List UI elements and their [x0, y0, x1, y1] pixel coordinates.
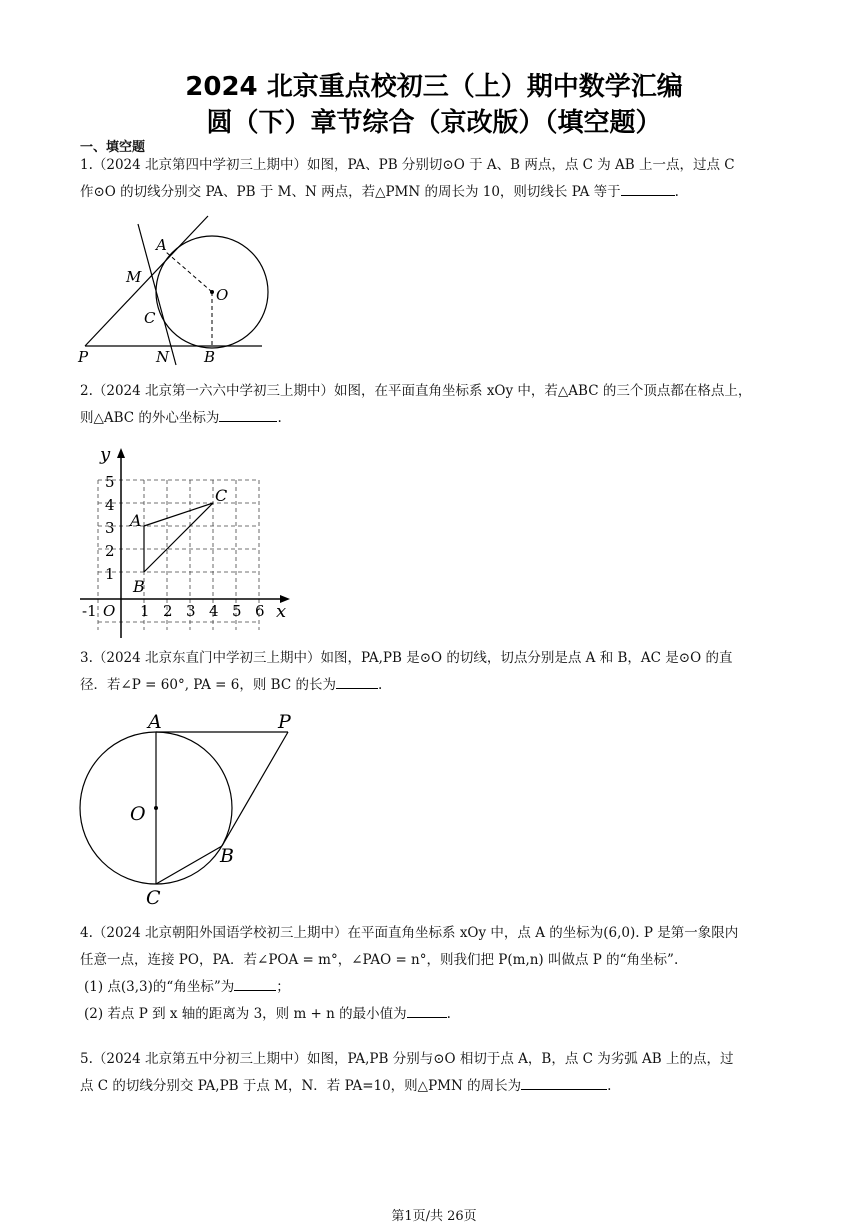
- question-4-sub-1: (1) 点(3,3)的“角坐标”为: [84, 979, 235, 995]
- segment-oa: [166, 252, 212, 292]
- question-4-line-1: 4.（2024 北京朝阳外国语学校初三上期中）在平面直角坐标系 xOy 中，点 A 的坐标为(6,0). P 是第一象限内: [80, 925, 739, 941]
- question-5-line-2: 点 C 的切线分别交 PA,PB 于点 M，N．若 PA=10，则△PMN 的周长为: [80, 1078, 522, 1094]
- figure-2-coordinate-grid: [76, 440, 296, 640]
- y-tick: 4: [105, 496, 115, 514]
- y-tick: 1: [105, 565, 115, 583]
- x-tick: 2: [163, 602, 173, 620]
- answer-blank[interactable]: [336, 674, 378, 689]
- chord-bc: [156, 846, 222, 884]
- point-label-c: C: [215, 486, 228, 505]
- question-3: 3.（2024 北京东直门中学初三上期中）如图，PA,PB 是⊙O 的切线，切点分别是点 A 和 B，AC 是⊙O 的直 径．若∠P = 60°, PA = 6，则 BC 的长为 .: [80, 645, 792, 699]
- question-2-line-2: 则△ABC 的外心坐标为: [80, 410, 220, 426]
- label-p: P: [278, 711, 291, 733]
- tangent-pb: [222, 732, 288, 846]
- question-2-line-1: 2.（2024 北京第一六六中学初三上期中）如图，在平面直角坐标系 xOy 中，若△ABC 的三个顶点都在格点上，: [80, 383, 752, 399]
- label-b: B: [204, 348, 216, 366]
- label-n: N: [156, 348, 170, 366]
- label-o: O: [216, 286, 229, 304]
- x-tick: 6: [255, 602, 265, 620]
- center-dot: [210, 290, 214, 294]
- x-tick: 3: [186, 602, 196, 620]
- x-tick: -1: [82, 602, 97, 620]
- answer-blank[interactable]: [234, 976, 276, 991]
- label-c: C: [144, 309, 156, 327]
- label-o: O: [130, 803, 146, 825]
- question-2: 2.（2024 北京第一六六中学初三上期中）如图，在平面直角坐标系 xOy 中，若△ABC 的三个顶点都在格点上， 则△ABC 的外心坐标为 .: [80, 378, 792, 432]
- question-4-line-2: 任意一点，连接 PO，PA．若∠POA = m°，∠PAO = n°，则我们把 P(m,n) 叫做点 P 的“角坐标”.: [80, 952, 679, 968]
- answer-blank[interactable]: [621, 181, 675, 196]
- axis-label-x: x: [276, 601, 287, 622]
- answer-blank[interactable]: [521, 1075, 607, 1090]
- figure-1-tangent-diagram: [78, 210, 278, 370]
- page-title-line-1: 2024 北京重点校初三（上）期中数学汇编: [185, 72, 683, 102]
- question-3-line-1: 3.（2024 北京东直门中学初三上期中）如图，PA,PB 是⊙O 的切线，切点分别是点 A 和 B，AC 是⊙O 的直: [80, 650, 733, 666]
- label-b: B: [220, 845, 234, 867]
- question-5-line-1: 5.（2024 北京第五中分初三上期中）如图，PA,PB 分别与⊙O 相切于点 A，B，点 C 为劣弧 AB 上的点，过: [80, 1051, 734, 1067]
- answer-blank[interactable]: [407, 1003, 447, 1018]
- x-tick: 5: [232, 602, 242, 620]
- x-tick-labels: [82, 602, 265, 620]
- point-label-a: A: [130, 511, 142, 530]
- x-tick: 4: [209, 602, 219, 620]
- question-3-line-2: 径．若∠P = 60°, PA = 6，则 BC 的长为: [80, 677, 336, 693]
- label-a: A: [148, 711, 162, 733]
- side-bc: [144, 503, 213, 572]
- y-tick: 3: [105, 519, 115, 537]
- answer-blank[interactable]: [219, 407, 277, 422]
- question-4: 4.（2024 北京朝阳外国语学校初三上期中）在平面直角坐标系 xOy 中，点 A 的坐标为(6,0). P 是第一象限内 任意一点，连接 PO，PA．若∠POA = m°，∠PAO = n°，则我们把 P(m,n) 叫做点 P 的“角坐标”. (1) 点(3,3)的“角坐标”为 ； (2) 若点 P 到 x 轴的距离为 3，则 m + n 的最小值为 .: [80, 920, 792, 1028]
- page-title-line-2: 圆（下）章节综合（京改版）（填空题）: [206, 108, 662, 138]
- axis-label-y: y: [100, 444, 111, 465]
- point-label-b: B: [133, 577, 145, 596]
- y-tick: 2: [105, 542, 115, 560]
- center-dot: [154, 806, 158, 810]
- y-tick: 5: [105, 473, 115, 491]
- page-footer: 第1页/共 26页: [391, 1209, 477, 1224]
- question-4-sub-2: (2) 若点 P 到 x 轴的距离为 3，则 m + n 的最小值为: [84, 1006, 407, 1022]
- question-5: 5.（2024 北京第五中分初三上期中）如图，PA,PB 分别与⊙O 相切于点 A，B，点 C 为劣弧 AB 上的点，过 点 C 的切线分别交 PA,PB 于点 M，N．若 PA=10，则△PMN 的周长为 .: [80, 1046, 792, 1100]
- section-title: 一、填空题: [80, 140, 146, 155]
- y-tick-labels: [105, 473, 115, 583]
- figure-3-tangent-diagram: [72, 708, 312, 908]
- x-tick: 1: [140, 602, 150, 620]
- label-p: P: [78, 348, 89, 366]
- label-m: M: [126, 268, 142, 286]
- label-c: C: [146, 887, 161, 909]
- label-a: A: [156, 236, 167, 254]
- side-ac: [144, 503, 213, 526]
- question-1: 1.（2024 北京第四中学初三上期中）如图，PA、PB 分别切⊙O 于 A、B 两点，点 C 为 AB 上一点，过点 C 作⊙O 的切线分别交 PA、PB 于 M、N 两点，若△PMN 的周长为 10，则切线长 PA 等于 .: [80, 152, 792, 206]
- origin-label: O: [103, 602, 116, 620]
- question-1-line-1: 1.（2024 北京第四中学初三上期中）如图，PA、PB 分别切⊙O 于 A、B 两点，点 C 为 AB 上一点，过点 C: [80, 157, 735, 173]
- y-axis-arrow: [117, 448, 125, 458]
- question-1-line-2: 作⊙O 的切线分别交 PA、PB 于 M、N 两点，若△PMN 的周长为 10，则切线长 PA 等于: [80, 184, 621, 200]
